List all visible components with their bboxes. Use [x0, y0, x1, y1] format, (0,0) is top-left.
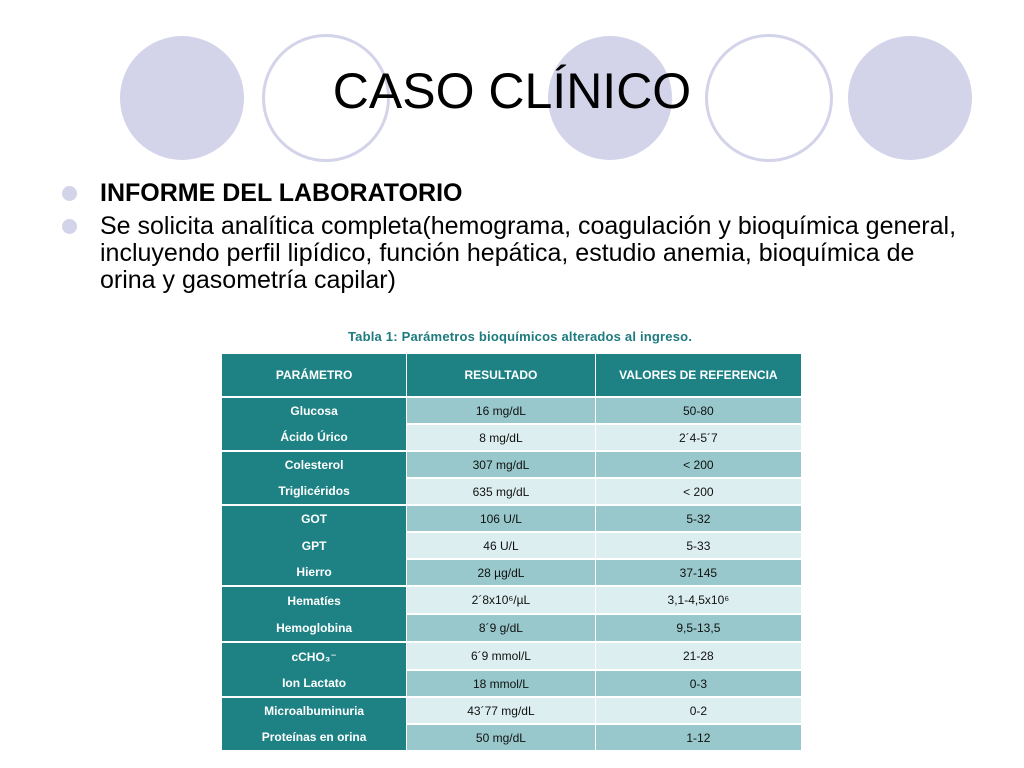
bullet-dot-icon	[62, 186, 77, 201]
bullet-item	[62, 213, 962, 294]
bullet-dot-icon	[62, 219, 77, 234]
result-cell: 106 U/L	[407, 505, 596, 532]
reference-cell: 3,1-4,5x10⁶	[595, 586, 801, 614]
table-row	[222, 697, 802, 724]
reference-cell: 37-145	[595, 559, 801, 586]
table-row	[222, 724, 802, 751]
reference-cell: < 200	[595, 451, 801, 478]
param-cell: Ácido Úrico	[222, 424, 407, 451]
param-cell: Colesterol	[222, 451, 407, 478]
result-cell: 46 U/L	[407, 532, 596, 559]
result-cell: 6´9 mmol/L	[407, 642, 596, 670]
table-header-row	[222, 354, 802, 397]
param-cell: Proteínas en orina	[222, 724, 407, 751]
table-row	[222, 532, 802, 559]
table-row	[222, 642, 802, 670]
reference-cell: 21-28	[595, 642, 801, 670]
table-row	[222, 559, 802, 586]
table-row	[222, 586, 802, 614]
result-cell: 50 mg/dL	[407, 724, 596, 751]
header-parametro: PARÁMETRO	[222, 354, 407, 397]
param-cell: GOT	[222, 505, 407, 532]
param-cell: Glucosa	[222, 397, 407, 424]
result-cell: 8´9 g/dL	[407, 614, 596, 642]
result-cell: 8 mg/dL	[407, 424, 596, 451]
lab-results-table	[222, 354, 802, 752]
param-cell: Hemoglobina	[222, 614, 407, 642]
reference-cell: 1-12	[595, 724, 801, 751]
reference-cell: 50-80	[595, 397, 801, 424]
param-cell: GPT	[222, 532, 407, 559]
table-row	[222, 670, 802, 697]
reference-cell: 5-33	[595, 532, 801, 559]
result-cell: 2´8x10⁶/µL	[407, 586, 596, 614]
param-cell: Microalbuminuria	[222, 697, 407, 724]
bullet-item	[62, 180, 962, 207]
param-cell: Hematíes	[222, 586, 407, 614]
param-cell: cCHO₃⁻	[222, 642, 407, 670]
header-referencia: VALORES DE REFERENCIA	[595, 354, 801, 397]
result-cell: 18 mmol/L	[407, 670, 596, 697]
slide-title: CASO CLÍNICO	[332, 63, 692, 119]
header-resultado: RESULTADO	[407, 354, 596, 397]
table-row	[222, 614, 802, 642]
bullet-list	[62, 180, 962, 300]
bullet-text: Se solicita analítica completa(hemograma, coagulación y bioquímica general, incluyendo perfil lipídico, función hepática, estudio anemia, bioquímica de orina y gasometría capilar)	[100, 212, 957, 294]
table-row	[222, 424, 802, 451]
table-row	[222, 397, 802, 424]
result-cell: 635 mg/dL	[407, 478, 596, 505]
reference-cell: 2´4-5´7	[595, 424, 801, 451]
table-caption: Tabla 1: Parámetros bioquímicos alterados al ingreso.	[348, 329, 693, 344]
param-cell: Triglicéridos	[222, 478, 407, 505]
reference-cell: 0-2	[595, 697, 801, 724]
param-cell: Ion Lactato	[222, 670, 407, 697]
table-row	[222, 505, 802, 532]
table-row	[222, 478, 802, 505]
result-cell: 43´77 mg/dL	[407, 697, 596, 724]
reference-cell: 0-3	[595, 670, 801, 697]
reference-cell: < 200	[595, 478, 801, 505]
result-cell: 307 mg/dL	[407, 451, 596, 478]
result-cell: 16 mg/dL	[407, 397, 596, 424]
result-cell: 28 µg/dL	[407, 559, 596, 586]
bullet-text: INFORME DEL LABORATORIO	[100, 179, 463, 207]
reference-cell: 5-32	[595, 505, 801, 532]
param-cell: Hierro	[222, 559, 407, 586]
table-row	[222, 451, 802, 478]
reference-cell: 9,5-13,5	[595, 614, 801, 642]
